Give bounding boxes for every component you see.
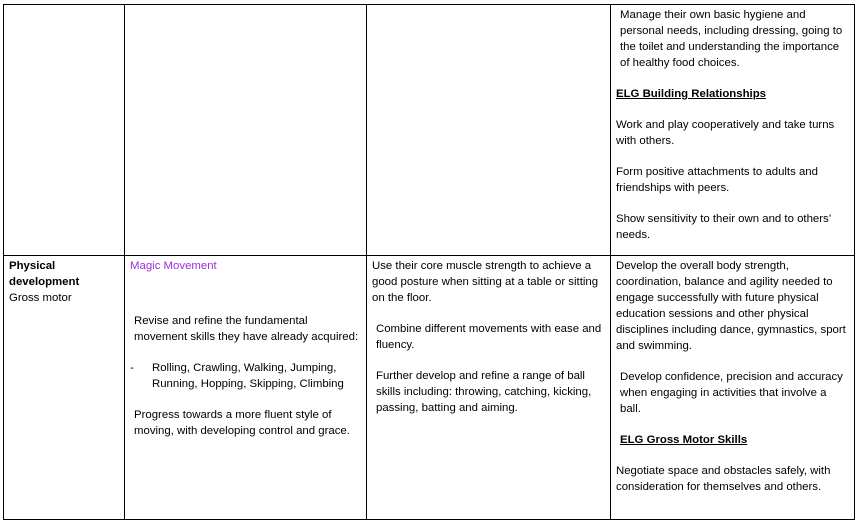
area-cell bbox=[4, 5, 125, 256]
topic-cell bbox=[125, 5, 367, 256]
objective-text: Use their core muscle strength to achieve a good posture when sitting at a table or sitting on the floor. bbox=[372, 260, 599, 304]
list-item bbox=[130, 360, 361, 392]
topic-text: Progress towards a more fluent style of moving, with developing control and grace. bbox=[134, 409, 350, 437]
topic-title: Magic Movement bbox=[130, 260, 217, 272]
table-row bbox=[4, 256, 855, 520]
objective-text: Further develop and refine a range of ball skills including: throwing, catching, kicking, passing, batting and aiming. bbox=[376, 370, 592, 414]
objective-text: Combine different movements with ease and fluency. bbox=[376, 323, 602, 351]
elg-cell bbox=[611, 256, 855, 520]
elg-text: Negotiate space and obstacles safely, with consideration for themselves and others. bbox=[616, 465, 831, 493]
elg-heading: ELG Gross Motor Skills bbox=[620, 434, 748, 446]
elg-text: Show sensitivity to their own and to others’ needs. bbox=[616, 213, 831, 241]
elg-text: Develop confidence, precision and accuracy when engaging in activities that involve a ball. bbox=[620, 371, 843, 415]
movement-skills-list: Rolling, Crawling, Walking, Jumping, Running, Hopping, Skipping, Climbing bbox=[152, 362, 344, 390]
elg-text: Work and play cooperatively and take turns with others. bbox=[616, 119, 835, 147]
area-title: Physical development bbox=[9, 260, 80, 288]
area-subtitle: Gross motor bbox=[9, 292, 72, 304]
objectives-cell bbox=[367, 256, 611, 520]
elg-text: Manage their own basic hygiene and personal needs, including dressing, going to the toilet and understanding the importance of healthy food choices. bbox=[620, 9, 843, 69]
dash-bullet: - bbox=[130, 362, 134, 374]
area-cell bbox=[4, 256, 125, 520]
elg-text: Form positive attachments to adults and friendships with peers. bbox=[616, 166, 818, 194]
curriculum-table bbox=[3, 4, 855, 520]
elg-heading: ELG Building Relationships bbox=[616, 88, 766, 100]
elg-cell bbox=[611, 5, 855, 256]
elg-text: Develop the overall body strength, coordination, balance and agility needed to engage successfully with future physical education sessions and other physical disciplines including dance, gymnastics, sport and swimming. bbox=[616, 260, 846, 352]
objectives-cell bbox=[367, 5, 611, 256]
topic-cell bbox=[125, 256, 367, 520]
topic-text: Revise and refine the fundamental movement skills they have already acquired: bbox=[134, 315, 359, 343]
table-row bbox=[4, 5, 855, 256]
